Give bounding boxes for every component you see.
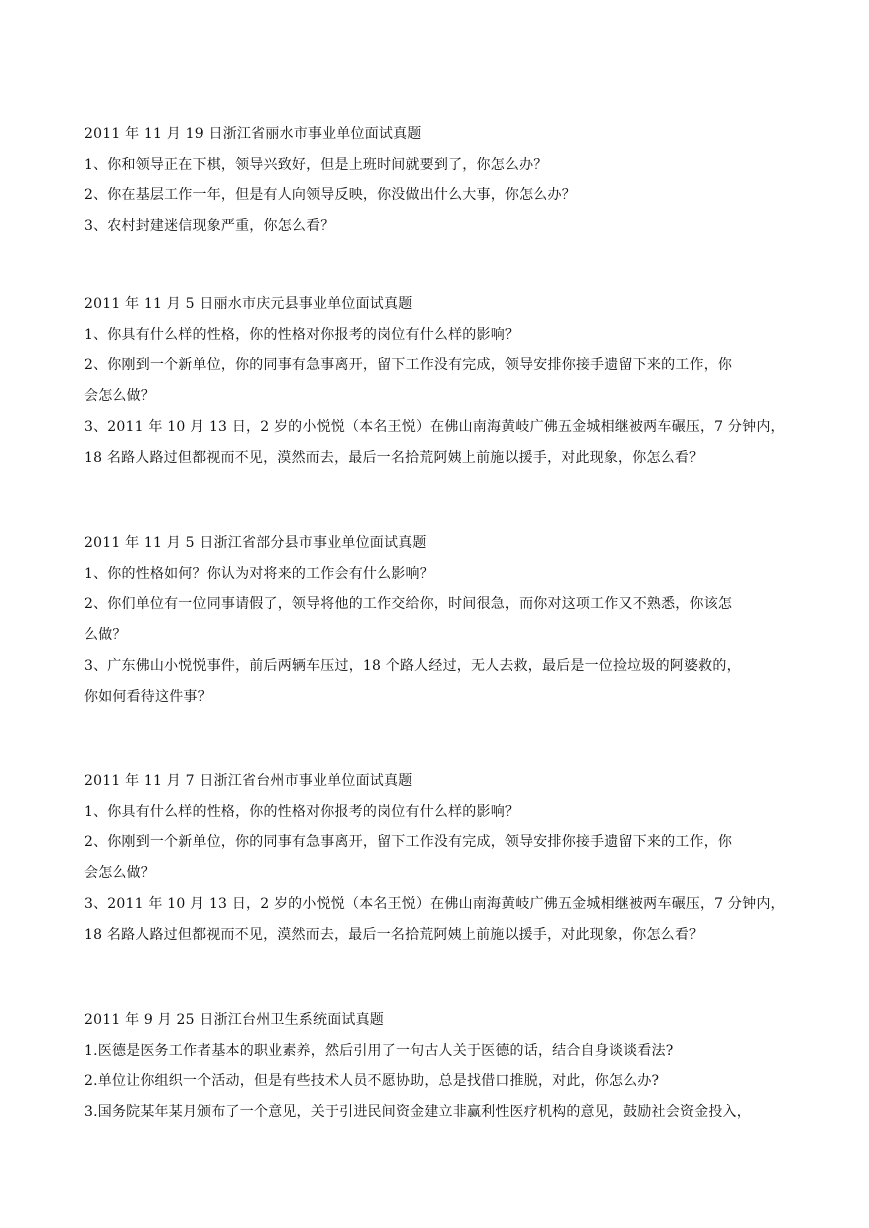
question-line: 1、你的性格如何？你认为对将来的工作会有什么影响？ [84,565,434,582]
section-zhejiang-counties-1105 [84,528,786,712]
question-line: 3、农村封建迷信现象严重，你怎么看？ [84,218,335,235]
section-taizhou-health-0925 [84,1005,786,1128]
section-title: 2011 年 11 月 5 日浙江省部分县市事业单位面试真题 [84,535,427,551]
question-line: 你如何看待这件事？ [84,688,212,705]
question-line: 3.国务院某年某月颁布了一个意见，关于引进民间资金建立非赢利性医疗机构的意见，鼓励社会资金投入， [84,1104,751,1121]
question-line: 1.医德是医务工作者基本的职业素养，然后引用了一句古人关于医德的话，结合自身谈谈看法? [84,1042,674,1059]
section-qingyuan-1105 [84,289,786,473]
section-taizhou-1107 [84,766,786,950]
question-line: 3、2011 年 10 月 13 日，2 岁的小悦悦（本名王悦）在佛山南海黄岐广佛五金城相继被两车碾压，7 分钟内， [84,418,785,435]
section-title: 2011 年 9 月 25 日浙江台州卫生系统面试真题 [84,1012,385,1028]
question-line: 18 名路人路过但都视而不见，漠然而去，最后一名拾荒阿姨上前施以援手，对此现象，你怎么看？ [84,449,704,466]
section-title: 2011 年 11 月 19 日浙江省丽水市事业单位面试真题 [84,126,422,142]
question-line: 1、你具有什么样的性格，你的性格对你报考的岗位有什么样的影响？ [84,326,520,343]
question-line: 1、你具有什么样的性格，你的性格对你报考的岗位有什么样的影响？ [84,803,520,820]
question-line: 2.单位让你组织一个活动，但是有些技术人员不愿协助，总是找借口推脱，对此，你怎么办? [84,1073,660,1090]
question-line: 会怎么做？ [84,388,155,405]
question-line: 2、你在基层工作一年，但是有人向领导反映，你没做出什么大事，你怎么办？ [84,187,576,204]
question-line: 2、你们单位有一位同事请假了，领导将他的工作交给你，时间很急，而你对这项工作又不熟悉，你该怎 [84,596,733,613]
question-line: 2、你刚到一个新单位，你的同事有急事离开，留下工作没有完成，领导安排你接手遗留下来的工作，你 [84,357,733,374]
question-line: 1、你和领导正在下棋，领导兴致好，但是上班时间就要到了，你怎么办？ [84,156,548,173]
section-title: 2011 年 11 月 7 日浙江省台州市事业单位面试真题 [84,773,413,789]
section-lishui-1119 [84,119,786,242]
question-line: 么做？ [84,627,127,644]
question-line: 3、广东佛山小悦悦事件，前后两辆车压过，18 个路人经过，无人去救，最后是一位捡垃圾的阿婆救的， [84,657,741,674]
question-line: 3、2011 年 10 月 13 日，2 岁的小悦悦（本名王悦）在佛山南海黄岐广佛五金城相继被两车碾压，7 分钟内， [84,895,785,912]
question-line: 2、你刚到一个新单位，你的同事有急事离开，留下工作没有完成，领导安排你接手遗留下来的工作，你 [84,834,733,851]
section-title: 2011 年 11 月 5 日丽水市庆元县事业单位面试真题 [84,296,413,312]
question-line: 18 名路人路过但都视而不见，漠然而去，最后一名拾荒阿姨上前施以援手，对此现象，你怎么看？ [84,926,704,943]
question-line: 会怎么做？ [84,865,155,882]
